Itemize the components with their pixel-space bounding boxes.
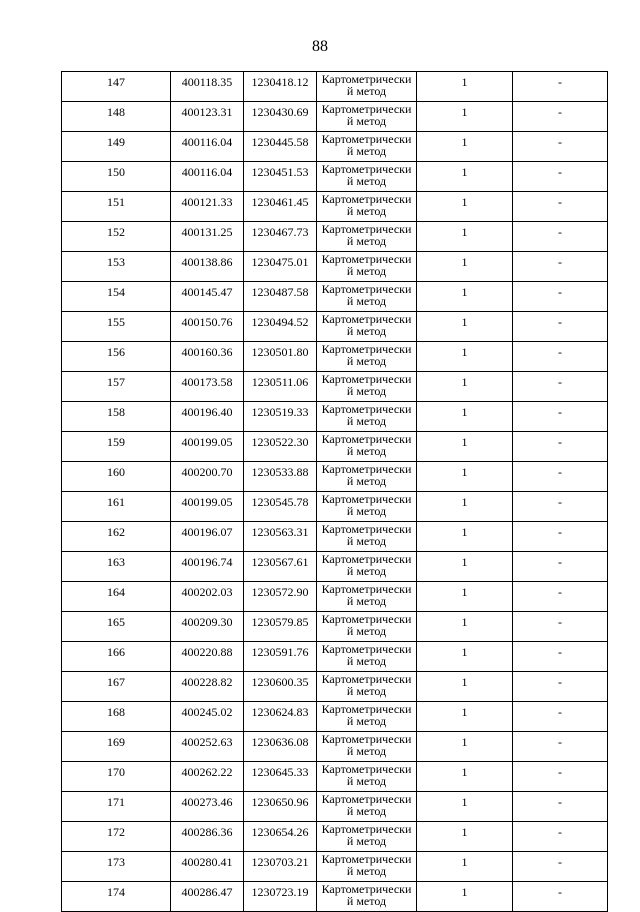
point-number-cell: 160 [62, 462, 171, 492]
method-line-2: й метод [346, 174, 387, 188]
method-line-2: й метод [346, 84, 387, 98]
note-cell: - [513, 822, 608, 852]
table-row [62, 552, 608, 582]
accuracy-cell: 1 [417, 252, 513, 282]
method-cell [317, 102, 417, 132]
note-cell: - [513, 192, 608, 222]
x-coordinate-cell: 400150.76 [171, 312, 244, 342]
method-line-2: й метод [346, 234, 387, 248]
method-line-1: Картометрически [321, 252, 412, 266]
accuracy-cell: 1 [417, 642, 513, 672]
method-line-1: Картометрически [321, 642, 412, 656]
method-cell [317, 792, 417, 822]
method-line-2: й метод [346, 384, 387, 398]
method-cell [317, 222, 417, 252]
method-line-1: Картометрически [321, 612, 412, 626]
method-line-2: й метод [346, 114, 387, 128]
method-line-1: Картометрически [321, 132, 412, 146]
note-cell: - [513, 432, 608, 462]
method-cell [317, 732, 417, 762]
accuracy-cell: 1 [417, 72, 513, 102]
coordinates-table [61, 71, 608, 912]
table-row [62, 852, 608, 882]
method-cell [317, 882, 417, 912]
method-line-1: Картометрически [321, 462, 412, 476]
y-coordinate-cell: 1230467.73 [244, 222, 317, 252]
point-number-cell: 154 [62, 282, 171, 312]
accuracy-cell: 1 [417, 102, 513, 132]
method-cell [317, 522, 417, 552]
y-coordinate-cell: 1230451.53 [244, 162, 317, 192]
note-cell: - [513, 252, 608, 282]
x-coordinate-cell: 400121.33 [171, 192, 244, 222]
y-coordinate-cell: 1230519.33 [244, 402, 317, 432]
method-line-1: Картометрически [321, 342, 412, 356]
note-cell: - [513, 702, 608, 732]
table-row [62, 192, 608, 222]
x-coordinate-cell: 400199.05 [171, 432, 244, 462]
accuracy-cell: 1 [417, 222, 513, 252]
x-coordinate-cell: 400262.22 [171, 762, 244, 792]
table-row [62, 762, 608, 792]
accuracy-cell: 1 [417, 372, 513, 402]
note-cell: - [513, 642, 608, 672]
point-number-cell: 172 [62, 822, 171, 852]
note-cell: - [513, 552, 608, 582]
y-coordinate-cell: 1230591.76 [244, 642, 317, 672]
method-line-1: Картометрически [321, 582, 412, 596]
method-line-2: й метод [346, 894, 387, 908]
accuracy-cell: 1 [417, 402, 513, 432]
table-row [62, 102, 608, 132]
point-number-cell: 164 [62, 582, 171, 612]
method-line-1: Картометрически [321, 372, 412, 386]
accuracy-cell: 1 [417, 852, 513, 882]
y-coordinate-cell: 1230461.45 [244, 192, 317, 222]
method-line-2: й метод [346, 594, 387, 608]
y-coordinate-cell: 1230579.85 [244, 612, 317, 642]
x-coordinate-cell: 400138.86 [171, 252, 244, 282]
y-coordinate-cell: 1230494.52 [244, 312, 317, 342]
method-cell [317, 492, 417, 522]
accuracy-cell: 1 [417, 342, 513, 372]
y-coordinate-cell: 1230654.26 [244, 822, 317, 852]
table-row [62, 252, 608, 282]
y-coordinate-cell: 1230703.21 [244, 852, 317, 882]
table-row [62, 402, 608, 432]
table-row [62, 612, 608, 642]
method-line-2: й метод [346, 504, 387, 518]
coordinates-table-body [62, 72, 608, 912]
note-cell: - [513, 732, 608, 762]
point-number-cell: 153 [62, 252, 171, 282]
method-line-1: Картометрически [321, 552, 412, 566]
y-coordinate-cell: 1230636.08 [244, 732, 317, 762]
note-cell: - [513, 102, 608, 132]
accuracy-cell: 1 [417, 492, 513, 522]
table-row [62, 282, 608, 312]
method-line-1: Картометрически [321, 492, 412, 506]
note-cell: - [513, 312, 608, 342]
method-cell [317, 702, 417, 732]
point-number-cell: 171 [62, 792, 171, 822]
y-coordinate-cell: 1230533.88 [244, 462, 317, 492]
method-cell [317, 462, 417, 492]
y-coordinate-cell: 1230563.31 [244, 522, 317, 552]
method-line-2: й метод [346, 294, 387, 308]
method-line-1: Картометрически [321, 522, 412, 536]
table-row [62, 372, 608, 402]
method-line-1: Картометрически [321, 282, 412, 296]
x-coordinate-cell: 400280.41 [171, 852, 244, 882]
point-number-cell: 168 [62, 702, 171, 732]
note-cell: - [513, 402, 608, 432]
method-line-2: й метод [346, 474, 387, 488]
note-cell: - [513, 762, 608, 792]
method-cell [317, 762, 417, 792]
method-cell [317, 342, 417, 372]
page-number: 88 [312, 38, 328, 55]
table-row [62, 702, 608, 732]
x-coordinate-cell: 400286.36 [171, 822, 244, 852]
y-coordinate-cell: 1230650.96 [244, 792, 317, 822]
method-line-2: й метод [346, 564, 387, 578]
y-coordinate-cell: 1230487.58 [244, 282, 317, 312]
method-cell [317, 852, 417, 882]
point-number-cell: 169 [62, 732, 171, 762]
method-cell [317, 822, 417, 852]
x-coordinate-cell: 400228.82 [171, 672, 244, 702]
note-cell: - [513, 672, 608, 702]
method-cell [317, 672, 417, 702]
method-cell [317, 282, 417, 312]
point-number-cell: 158 [62, 402, 171, 432]
method-line-2: й метод [346, 834, 387, 848]
y-coordinate-cell: 1230475.01 [244, 252, 317, 282]
y-coordinate-cell: 1230545.78 [244, 492, 317, 522]
point-number-cell: 161 [62, 492, 171, 522]
method-line-1: Картометрически [321, 312, 412, 326]
note-cell: - [513, 852, 608, 882]
accuracy-cell: 1 [417, 672, 513, 702]
x-coordinate-cell: 400252.63 [171, 732, 244, 762]
point-number-cell: 174 [62, 882, 171, 912]
x-coordinate-cell: 400286.47 [171, 882, 244, 912]
table-row [62, 882, 608, 912]
method-line-2: й метод [346, 864, 387, 878]
method-cell [317, 312, 417, 342]
table-row [62, 642, 608, 672]
accuracy-cell: 1 [417, 132, 513, 162]
method-line-1: Картометрически [321, 222, 412, 236]
accuracy-cell: 1 [417, 552, 513, 582]
accuracy-cell: 1 [417, 882, 513, 912]
method-line-1: Картометрически [321, 882, 412, 896]
table-row [62, 492, 608, 522]
table-row [62, 132, 608, 162]
y-coordinate-cell: 1230624.83 [244, 702, 317, 732]
x-coordinate-cell: 400196.07 [171, 522, 244, 552]
y-coordinate-cell: 1230522.30 [244, 432, 317, 462]
y-coordinate-cell: 1230645.33 [244, 762, 317, 792]
accuracy-cell: 1 [417, 792, 513, 822]
method-cell [317, 72, 417, 102]
table-row [62, 312, 608, 342]
method-line-2: й метод [346, 654, 387, 668]
method-line-2: й метод [346, 774, 387, 788]
method-line-1: Картометрически [321, 432, 412, 446]
x-coordinate-cell: 400200.70 [171, 462, 244, 492]
point-number-cell: 163 [62, 552, 171, 582]
method-line-1: Картометрически [321, 72, 412, 86]
x-coordinate-cell: 400245.02 [171, 702, 244, 732]
x-coordinate-cell: 400220.88 [171, 642, 244, 672]
table-row [62, 582, 608, 612]
method-line-1: Картометрически [321, 822, 412, 836]
note-cell: - [513, 612, 608, 642]
point-number-cell: 155 [62, 312, 171, 342]
accuracy-cell: 1 [417, 282, 513, 312]
table-row [62, 162, 608, 192]
method-line-2: й метод [346, 354, 387, 368]
accuracy-cell: 1 [417, 462, 513, 492]
method-cell [317, 192, 417, 222]
note-cell: - [513, 222, 608, 252]
x-coordinate-cell: 400196.40 [171, 402, 244, 432]
note-cell: - [513, 792, 608, 822]
method-line-1: Картометрически [321, 192, 412, 206]
x-coordinate-cell: 400116.04 [171, 162, 244, 192]
table-row [62, 792, 608, 822]
y-coordinate-cell: 1230501.80 [244, 342, 317, 372]
y-coordinate-cell: 1230445.58 [244, 132, 317, 162]
method-line-1: Картометрически [321, 792, 412, 806]
note-cell: - [513, 492, 608, 522]
method-line-1: Картометрически [321, 162, 412, 176]
y-coordinate-cell: 1230723.19 [244, 882, 317, 912]
accuracy-cell: 1 [417, 702, 513, 732]
point-number-cell: 150 [62, 162, 171, 192]
point-number-cell: 165 [62, 612, 171, 642]
method-cell [317, 552, 417, 582]
method-cell [317, 132, 417, 162]
note-cell: - [513, 372, 608, 402]
method-line-2: й метод [346, 714, 387, 728]
method-line-2: й метод [346, 324, 387, 338]
method-line-2: й метод [346, 144, 387, 158]
point-number-cell: 156 [62, 342, 171, 372]
point-number-cell: 151 [62, 192, 171, 222]
method-line-2: й метод [346, 264, 387, 278]
method-line-1: Картометрически [321, 732, 412, 746]
accuracy-cell: 1 [417, 822, 513, 852]
point-number-cell: 167 [62, 672, 171, 702]
accuracy-cell: 1 [417, 312, 513, 342]
method-line-2: й метод [346, 414, 387, 428]
x-coordinate-cell: 400202.03 [171, 582, 244, 612]
method-line-2: й метод [346, 534, 387, 548]
accuracy-cell: 1 [417, 612, 513, 642]
method-cell [317, 612, 417, 642]
method-cell [317, 372, 417, 402]
x-coordinate-cell: 400145.47 [171, 282, 244, 312]
note-cell: - [513, 72, 608, 102]
accuracy-cell: 1 [417, 522, 513, 552]
method-cell [317, 432, 417, 462]
table-row [62, 432, 608, 462]
x-coordinate-cell: 400173.58 [171, 372, 244, 402]
x-coordinate-cell: 400196.74 [171, 552, 244, 582]
y-coordinate-cell: 1230567.61 [244, 552, 317, 582]
method-line-1: Картометрически [321, 852, 412, 866]
method-cell [317, 252, 417, 282]
method-line-2: й метод [346, 744, 387, 758]
table-row [62, 342, 608, 372]
table-row [62, 462, 608, 492]
table-row [62, 732, 608, 762]
point-number-cell: 162 [62, 522, 171, 552]
method-line-2: й метод [346, 444, 387, 458]
note-cell: - [513, 462, 608, 492]
table-row [62, 522, 608, 552]
method-line-1: Картометрически [321, 102, 412, 116]
point-number-cell: 159 [62, 432, 171, 462]
y-coordinate-cell: 1230572.90 [244, 582, 317, 612]
accuracy-cell: 1 [417, 162, 513, 192]
accuracy-cell: 1 [417, 732, 513, 762]
method-line-2: й метод [346, 804, 387, 818]
x-coordinate-cell: 400209.30 [171, 612, 244, 642]
method-line-2: й метод [346, 684, 387, 698]
point-number-cell: 166 [62, 642, 171, 672]
method-line-1: Картометрически [321, 672, 412, 686]
point-number-cell: 157 [62, 372, 171, 402]
x-coordinate-cell: 400123.31 [171, 102, 244, 132]
point-number-cell: 149 [62, 132, 171, 162]
method-line-1: Картометрически [321, 762, 412, 776]
y-coordinate-cell: 1230600.35 [244, 672, 317, 702]
x-coordinate-cell: 400116.04 [171, 132, 244, 162]
y-coordinate-cell: 1230430.69 [244, 102, 317, 132]
accuracy-cell: 1 [417, 192, 513, 222]
note-cell: - [513, 162, 608, 192]
method-line-1: Картометрически [321, 402, 412, 416]
y-coordinate-cell: 1230418.12 [244, 72, 317, 102]
point-number-cell: 152 [62, 222, 171, 252]
x-coordinate-cell: 400273.46 [171, 792, 244, 822]
method-line-2: й метод [346, 204, 387, 218]
method-line-1: Картометрически [321, 702, 412, 716]
point-number-cell: 148 [62, 102, 171, 132]
note-cell: - [513, 342, 608, 372]
table-row [62, 822, 608, 852]
table-row [62, 672, 608, 702]
method-line-2: й метод [346, 624, 387, 638]
note-cell: - [513, 522, 608, 552]
x-coordinate-cell: 400118.35 [171, 72, 244, 102]
point-number-cell: 147 [62, 72, 171, 102]
note-cell: - [513, 132, 608, 162]
point-number-cell: 170 [62, 762, 171, 792]
method-cell [317, 642, 417, 672]
note-cell: - [513, 882, 608, 912]
table-row [62, 72, 608, 102]
accuracy-cell: 1 [417, 762, 513, 792]
accuracy-cell: 1 [417, 582, 513, 612]
x-coordinate-cell: 400199.05 [171, 492, 244, 522]
x-coordinate-cell: 400160.36 [171, 342, 244, 372]
point-number-cell: 173 [62, 852, 171, 882]
method-cell [317, 582, 417, 612]
table-row [62, 222, 608, 252]
note-cell: - [513, 582, 608, 612]
method-cell [317, 162, 417, 192]
note-cell: - [513, 282, 608, 312]
y-coordinate-cell: 1230511.06 [244, 372, 317, 402]
method-cell [317, 402, 417, 432]
x-coordinate-cell: 400131.25 [171, 222, 244, 252]
accuracy-cell: 1 [417, 432, 513, 462]
